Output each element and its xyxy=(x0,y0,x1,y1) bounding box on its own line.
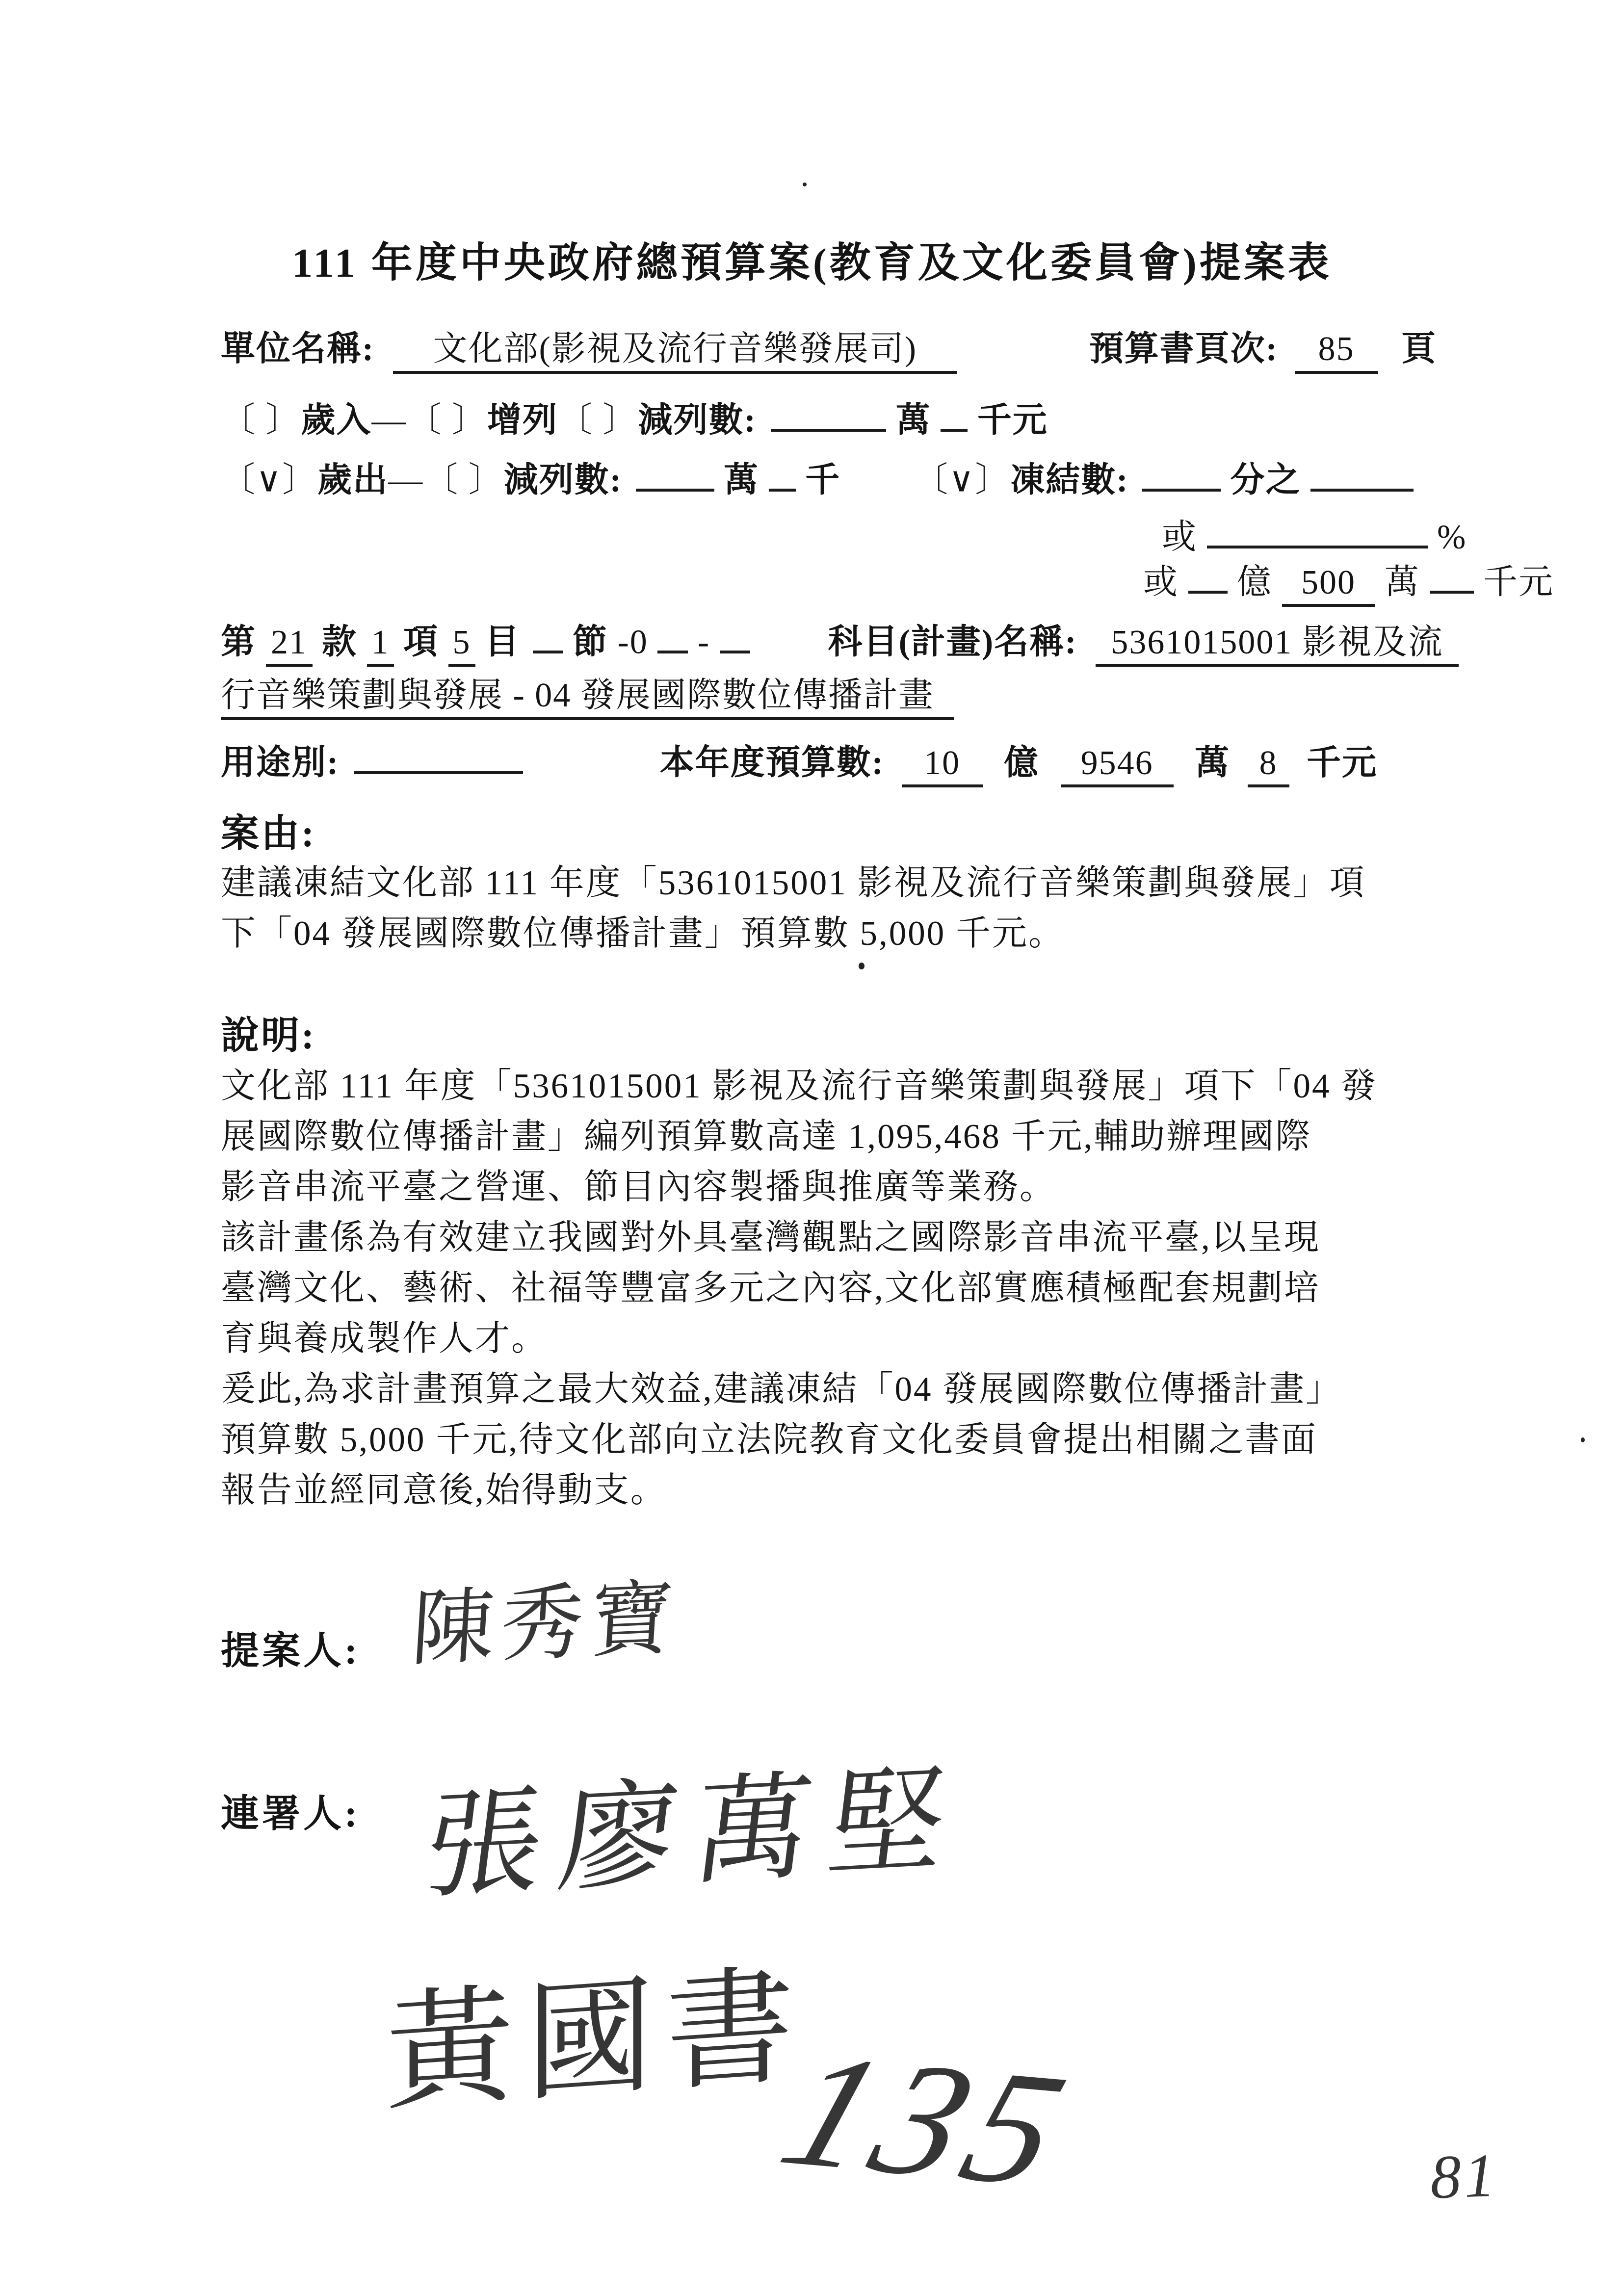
description-line: 預算數 5,000 千元,待文化部向立法院教育文化委員會提出相關之書面 xyxy=(221,1421,1318,1459)
fenzhi-label: 分之 xyxy=(1230,461,1301,499)
yi-unit: 億 xyxy=(1237,563,1272,601)
proposer-label: 提案人: xyxy=(221,1629,360,1672)
blank-underline xyxy=(941,392,968,432)
mu-label: 目 xyxy=(485,623,520,661)
wan-unit: 萬 xyxy=(724,461,760,499)
blank-underline xyxy=(657,614,688,653)
or-label: 或 xyxy=(1162,518,1197,556)
description-line: 影音串流平臺之營運、節目內容製播與推廣等業務。 xyxy=(221,1168,1056,1206)
usage-label: 用途別: xyxy=(221,744,340,782)
blank-underline xyxy=(720,614,750,653)
cosigner-signature-1-handwriting: 張廖萬堅 xyxy=(418,1755,971,1913)
description-line: 該計畫係為有效建立我國對外具臺灣觀點之國際影音串流平臺,以呈現 xyxy=(221,1219,1320,1257)
cosigner-label: 連署人: xyxy=(221,1792,360,1835)
blank-underline xyxy=(1188,554,1228,594)
expenditure-checkbox-checked: 〔∨〕 xyxy=(221,461,318,499)
revenue-dash: — xyxy=(371,401,407,440)
budget-qian-value: 8 xyxy=(1248,742,1289,788)
increase-label: 增列 xyxy=(487,401,558,440)
reason-line: 建議凍結文化部 111 年度「5361015001 影視及流行音樂策劃與發展」項 xyxy=(221,864,1366,902)
description-line: 臺灣文化、藝術、社福等豐富多元之內容,文化部實應積極配套規劃培 xyxy=(221,1269,1320,1307)
spacer xyxy=(760,619,818,653)
proposer-signature-handwriting: 陳秀寶 xyxy=(409,1572,682,1676)
blank-underline xyxy=(1430,554,1474,594)
budget-yi-value: 10 xyxy=(902,742,983,788)
spacer xyxy=(967,326,1079,360)
scan-speck xyxy=(859,963,864,969)
description-line: 爰此,為求計畫預算之最大效益,建議凍結「04 發展國際數位傳播計畫」 xyxy=(221,1370,1342,1409)
decrease-label: 減列數: xyxy=(638,401,757,440)
or-percent-row xyxy=(1162,509,1467,559)
mu-number: 5 xyxy=(448,621,475,667)
jie-label: 節 xyxy=(573,623,608,661)
blank-underline xyxy=(354,735,523,774)
xiang-number: 1 xyxy=(367,621,394,667)
subject-name-value-line2: 行音樂策劃與發展 - 04 發展國際數位傳播計畫 xyxy=(221,674,954,720)
kuan-label: 款 xyxy=(322,623,357,661)
qianyuan-unit: 千元 xyxy=(977,401,1048,440)
qianyuan-unit: 千元 xyxy=(1307,744,1378,782)
blank-underline xyxy=(1310,452,1414,492)
scan-speck xyxy=(803,183,807,186)
frozen-amount-value: 500 xyxy=(1282,561,1375,607)
or-label: 或 xyxy=(1143,563,1179,601)
blank-underline xyxy=(1142,452,1221,492)
unit-name-value: 文化部(影視及流行音樂發展司) xyxy=(393,328,957,374)
expenditure-decrease-label: 減列數: xyxy=(503,461,623,499)
qianyuan-unit: 千元 xyxy=(1483,563,1554,601)
kuan-number: 21 xyxy=(266,621,313,667)
or-amount-row xyxy=(1143,554,1554,607)
reason-heading: 案由: xyxy=(221,812,316,855)
subject-name-label: 科目(計畫)名稱: xyxy=(828,623,1077,661)
current-year-budget-label: 本年度預算數: xyxy=(659,744,885,782)
item-number-row xyxy=(221,614,1459,667)
spacer xyxy=(532,740,650,774)
di-label: 第 xyxy=(221,623,256,661)
yi-unit: 億 xyxy=(1004,744,1040,782)
expenditure-checkbox-empty: 〔 〕 xyxy=(423,461,504,499)
scan-speck xyxy=(1581,1437,1585,1442)
qian-unit: 千 xyxy=(805,461,841,499)
description-line: 文化部 111 年度「5361015001 影視及流行音樂策劃與發展」項下「04 發 xyxy=(221,1067,1378,1105)
blank-underline xyxy=(771,392,886,432)
wan-unit: 萬 xyxy=(1195,744,1231,782)
budget-wan-value: 9546 xyxy=(1061,742,1174,788)
freeze-label: 凍結數: xyxy=(1010,461,1129,499)
revenue-label: 歲入 xyxy=(301,401,372,440)
handwritten-number: 135 xyxy=(762,2020,1093,2220)
description-line: 展國際數位傳播計畫」編列預算數高達 1,095,468 千元,輔助辦理國際 xyxy=(221,1118,1312,1156)
description-line: 育與養成製作人才。 xyxy=(221,1320,548,1358)
unit-name-label: 單位名稱: xyxy=(221,330,375,368)
revenue-checkbox-3: 〔 〕 xyxy=(558,401,638,440)
unit-name-row xyxy=(221,326,1437,374)
reason-line: 下「04 發展國際數位傳播計畫」預算數 5,000 千元。 xyxy=(221,914,1065,953)
spacer xyxy=(850,457,904,492)
revenue-row xyxy=(221,392,1048,442)
cosigner-signature-2-handwriting: 黃國書 xyxy=(386,1954,806,2127)
subject-name-value-line1: 5361015001 影視及流 xyxy=(1096,621,1459,667)
blank-underline xyxy=(636,452,714,492)
budget-page-label: 預算書頁次: xyxy=(1089,330,1279,368)
expenditure-label: 歲出 xyxy=(317,461,389,499)
budget-page-value: 85 xyxy=(1295,328,1378,374)
revenue-checkbox-2: 〔 〕 xyxy=(407,401,487,440)
wan-unit: 萬 xyxy=(1385,563,1420,601)
page-title: 111 年度中央政府總預算案(教育及文化委員會)提案表 xyxy=(292,240,1332,286)
usage-budget-row xyxy=(221,735,1377,787)
percent-sign: % xyxy=(1437,518,1467,556)
jie-dash: - xyxy=(697,623,710,661)
expenditure-row xyxy=(221,452,1414,502)
blank-underline xyxy=(533,614,563,653)
budget-page-unit: 頁 xyxy=(1401,330,1437,368)
wan-unit: 萬 xyxy=(895,401,931,440)
subject-continuation-row xyxy=(221,674,954,720)
jie-number: -0 xyxy=(617,623,648,661)
blank-underline xyxy=(769,452,796,492)
xiang-label: 項 xyxy=(403,623,439,661)
description-heading: 說明: xyxy=(221,1014,316,1057)
revenue-checkbox-1: 〔 〕 xyxy=(221,401,301,440)
expenditure-dash: — xyxy=(388,461,424,499)
description-line: 報告並經同意後,始得動支。 xyxy=(221,1471,667,1510)
freeze-checkbox-checked: 〔∨〕 xyxy=(914,461,1011,499)
corner-page-number: 81 xyxy=(1429,2141,1499,2212)
blank-underline xyxy=(1207,509,1428,548)
